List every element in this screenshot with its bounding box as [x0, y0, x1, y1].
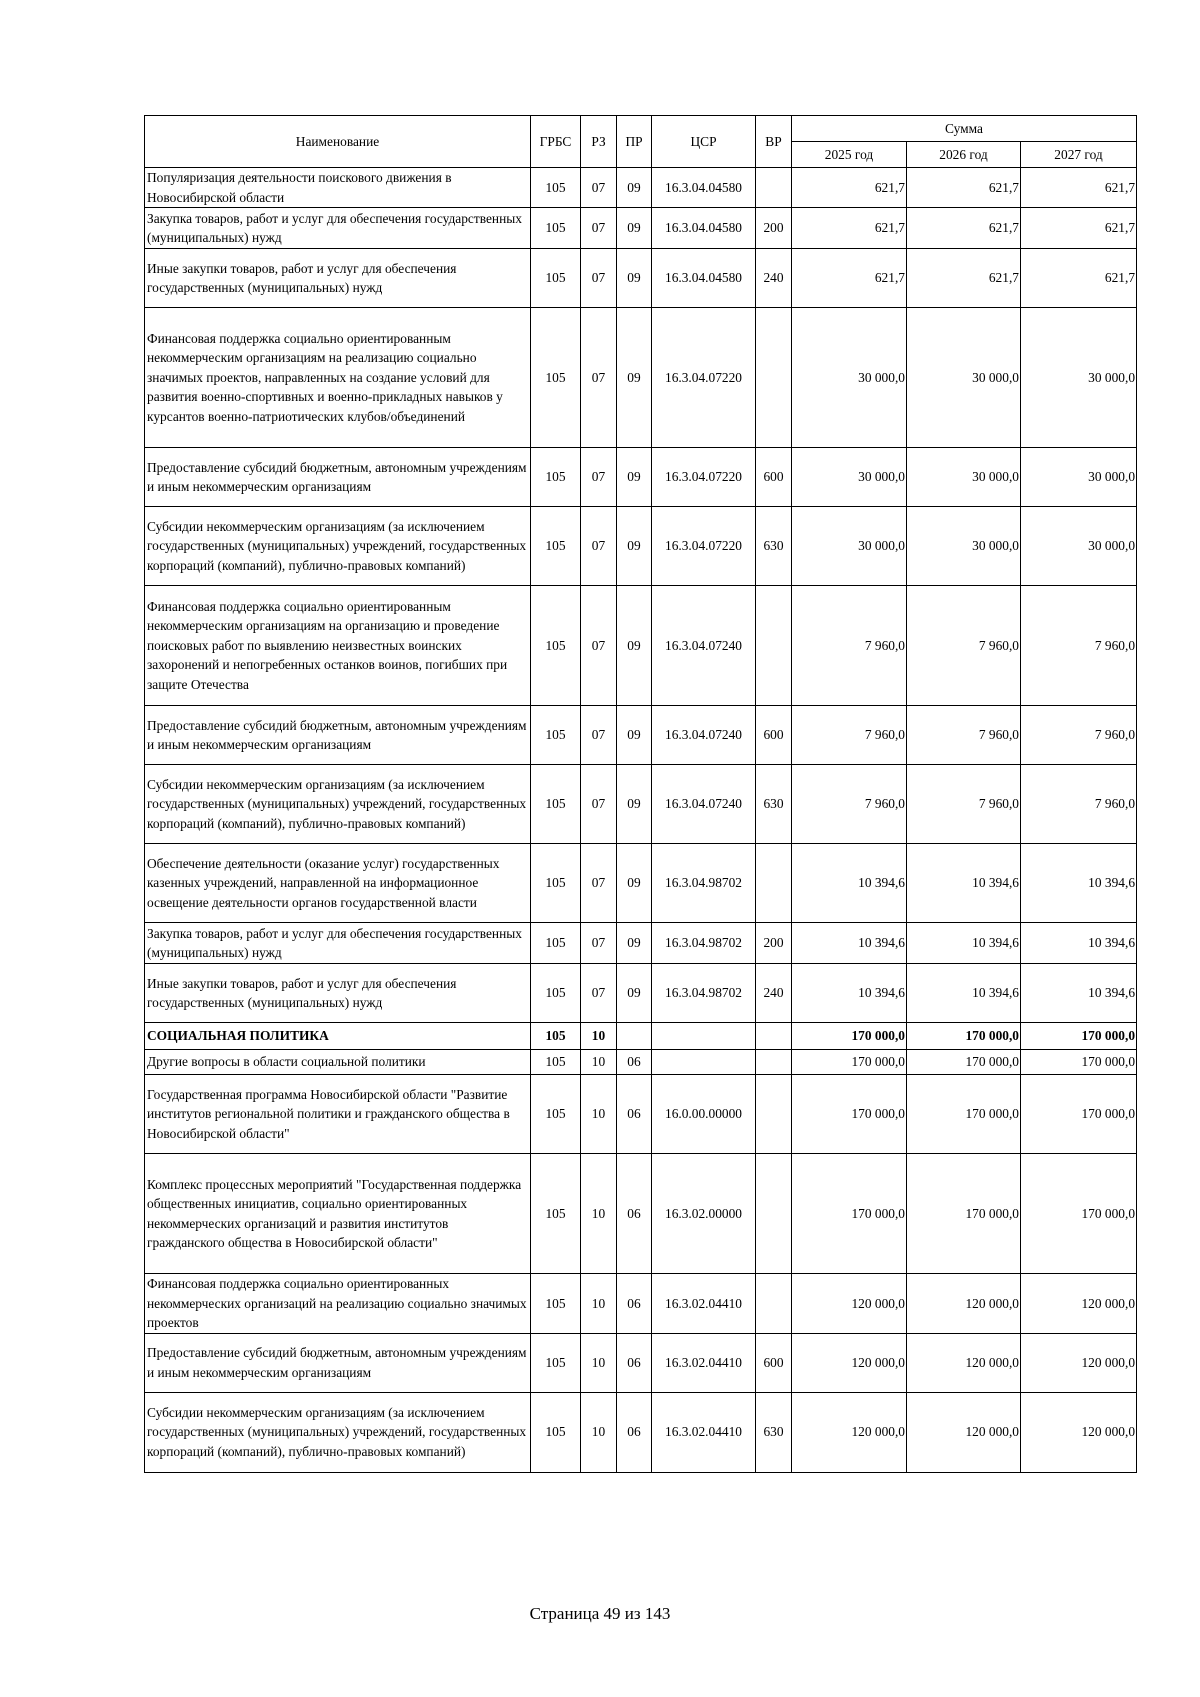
cell-pr: 09	[617, 448, 652, 507]
cell-pr: 06	[617, 1050, 652, 1075]
cell-vr	[756, 1050, 792, 1075]
table-row	[145, 249, 1137, 308]
cell-sum-2026: 170 000,0	[907, 1075, 1021, 1154]
table-row	[145, 308, 1137, 448]
cell-csr: 16.3.02.04410	[652, 1392, 756, 1472]
cell-rz: 10	[581, 1154, 617, 1274]
cell-sum-2027: 7 960,0	[1021, 586, 1137, 706]
cell-csr	[652, 1023, 756, 1050]
cell-csr: 16.3.04.07240	[652, 586, 756, 706]
cell-sum-2027: 30 000,0	[1021, 308, 1137, 448]
cell-sum-2027: 621,7	[1021, 249, 1137, 308]
cell-pr: 09	[617, 964, 652, 1023]
cell-sum-2025: 30 000,0	[792, 308, 907, 448]
cell-grbs: 105	[531, 507, 581, 586]
cell-sum-2025: 10 394,6	[792, 844, 907, 923]
cell-rz: 07	[581, 249, 617, 308]
cell-vr: 630	[756, 507, 792, 586]
cell-rz: 07	[581, 168, 617, 208]
table-body	[145, 168, 1137, 1473]
cell-pr: 09	[617, 923, 652, 964]
cell-name: Государственная программа Новосибирской области "Развитие институтов региональной политики и гражданского общества в Новосибирской области"	[145, 1075, 531, 1154]
cell-name: Закупка товаров, работ и услуг для обеспечения государственных (муниципальных) нужд	[145, 923, 531, 964]
table-row	[145, 507, 1137, 586]
cell-csr: 16.3.04.04580	[652, 168, 756, 208]
table-row	[145, 168, 1137, 208]
cell-rz: 07	[581, 208, 617, 249]
cell-name: Предоставление субсидий бюджетным, автономным учреждениям и иным некоммерческим организациям	[145, 448, 531, 507]
table-header	[145, 116, 1137, 168]
cell-pr: 09	[617, 249, 652, 308]
cell-grbs: 105	[531, 1075, 581, 1154]
cell-name: Иные закупки товаров, работ и услуг для обеспечения государственных (муниципальных) нужд	[145, 249, 531, 308]
cell-rz: 07	[581, 706, 617, 765]
cell-grbs: 105	[531, 448, 581, 507]
cell-name: Финансовая поддержка социально ориентированным некоммерческим организациям на реализацию социально значимых проектов, направленных на создание условий для развития военно-спортивных и военно-прикладных навыков у курсантов военно-патриотических клубов/объединений	[145, 308, 531, 448]
cell-vr: 200	[756, 923, 792, 964]
header-pr: ПР	[617, 116, 652, 168]
cell-csr: 16.3.02.04410	[652, 1274, 756, 1334]
cell-sum-2026: 621,7	[907, 208, 1021, 249]
cell-rz: 07	[581, 923, 617, 964]
cell-csr: 16.3.04.07220	[652, 507, 756, 586]
cell-grbs: 105	[531, 1392, 581, 1472]
cell-grbs: 105	[531, 249, 581, 308]
cell-grbs: 105	[531, 923, 581, 964]
cell-sum-2025: 10 394,6	[792, 964, 907, 1023]
cell-grbs: 105	[531, 1154, 581, 1274]
cell-sum-2025: 170 000,0	[792, 1154, 907, 1274]
cell-vr: 630	[756, 765, 792, 844]
cell-csr: 16.3.04.04580	[652, 249, 756, 308]
cell-pr: 09	[617, 706, 652, 765]
cell-sum-2027: 170 000,0	[1021, 1023, 1137, 1050]
table-row	[145, 844, 1137, 923]
cell-name: Субсидии некоммерческим организациям (за исключением государственных (муниципальных) учреждений, государственных корпораций (компаний), публично-правовых компаний)	[145, 507, 531, 586]
cell-sum-2026: 30 000,0	[907, 448, 1021, 507]
cell-rz: 07	[581, 507, 617, 586]
cell-sum-2026: 30 000,0	[907, 308, 1021, 448]
cell-name: Предоставление субсидий бюджетным, автономным учреждениям и иным некоммерческим организациям	[145, 1333, 531, 1392]
header-year-2026: 2026 год	[907, 142, 1021, 168]
table-row	[145, 923, 1137, 964]
cell-sum-2027: 120 000,0	[1021, 1392, 1137, 1472]
table-row	[145, 1023, 1137, 1050]
cell-sum-2026: 120 000,0	[907, 1333, 1021, 1392]
cell-sum-2027: 7 960,0	[1021, 706, 1137, 765]
cell-sum-2025: 7 960,0	[792, 586, 907, 706]
cell-grbs: 105	[531, 308, 581, 448]
cell-sum-2025: 10 394,6	[792, 923, 907, 964]
cell-vr: 600	[756, 1333, 792, 1392]
cell-rz: 07	[581, 308, 617, 448]
cell-vr	[756, 1023, 792, 1050]
cell-vr	[756, 168, 792, 208]
cell-sum-2026: 170 000,0	[907, 1050, 1021, 1075]
table-row	[145, 586, 1137, 706]
cell-rz: 10	[581, 1333, 617, 1392]
cell-grbs: 105	[531, 1274, 581, 1334]
header-grbs: ГРБС	[531, 116, 581, 168]
table-row	[145, 1050, 1137, 1075]
page-number: Страница 49 из 143	[529, 1604, 671, 1623]
cell-sum-2026: 7 960,0	[907, 706, 1021, 765]
cell-sum-2027: 30 000,0	[1021, 448, 1137, 507]
cell-sum-2027: 170 000,0	[1021, 1050, 1137, 1075]
cell-sum-2027: 170 000,0	[1021, 1154, 1137, 1274]
cell-vr	[756, 1075, 792, 1154]
cell-csr: 16.3.04.07220	[652, 448, 756, 507]
cell-sum-2025: 621,7	[792, 208, 907, 249]
header-sum: Сумма	[792, 116, 1137, 142]
cell-grbs: 105	[531, 1050, 581, 1075]
table-row	[145, 964, 1137, 1023]
cell-vr	[756, 586, 792, 706]
cell-vr: 600	[756, 448, 792, 507]
cell-rz: 10	[581, 1274, 617, 1334]
table-row	[145, 706, 1137, 765]
cell-pr: 09	[617, 765, 652, 844]
cell-sum-2027: 621,7	[1021, 208, 1137, 249]
cell-pr: 06	[617, 1075, 652, 1154]
cell-name: Финансовая поддержка социально ориентированным некоммерческим организациям на организацию и проведение поисковых работ по выявлению неизвестных воинских захоронений и непогребенных останков воинов, погибших при защите Отечества	[145, 586, 531, 706]
cell-pr: 06	[617, 1154, 652, 1274]
cell-name: СОЦИАЛЬНАЯ ПОЛИТИКА	[145, 1023, 531, 1050]
cell-pr: 09	[617, 507, 652, 586]
cell-vr	[756, 308, 792, 448]
cell-grbs: 105	[531, 1023, 581, 1050]
table-row	[145, 1333, 1137, 1392]
cell-rz: 10	[581, 1050, 617, 1075]
cell-pr: 09	[617, 168, 652, 208]
cell-sum-2026: 7 960,0	[907, 765, 1021, 844]
cell-vr	[756, 1154, 792, 1274]
cell-csr: 16.3.02.00000	[652, 1154, 756, 1274]
cell-sum-2027: 7 960,0	[1021, 765, 1137, 844]
table-row	[145, 1392, 1137, 1472]
cell-name: Популяризация деятельности поискового движения в Новосибирской области	[145, 168, 531, 208]
cell-vr: 240	[756, 964, 792, 1023]
cell-sum-2026: 10 394,6	[907, 923, 1021, 964]
cell-grbs: 105	[531, 168, 581, 208]
cell-vr: 600	[756, 706, 792, 765]
cell-vr	[756, 844, 792, 923]
cell-sum-2025: 120 000,0	[792, 1274, 907, 1334]
cell-sum-2027: 120 000,0	[1021, 1333, 1137, 1392]
cell-pr: 09	[617, 308, 652, 448]
cell-rz: 07	[581, 448, 617, 507]
table-row	[145, 208, 1137, 249]
cell-sum-2025: 7 960,0	[792, 706, 907, 765]
cell-name: Обеспечение деятельности (оказание услуг) государственных казенных учреждений, направленной на информационное освещение деятельности органов государственной власти	[145, 844, 531, 923]
cell-pr: 06	[617, 1392, 652, 1472]
cell-sum-2026: 30 000,0	[907, 507, 1021, 586]
cell-sum-2026: 170 000,0	[907, 1154, 1021, 1274]
budget-table	[144, 115, 1137, 1473]
cell-sum-2026: 7 960,0	[907, 586, 1021, 706]
cell-grbs: 105	[531, 765, 581, 844]
cell-sum-2027: 621,7	[1021, 168, 1137, 208]
cell-csr: 16.3.02.04410	[652, 1333, 756, 1392]
cell-csr	[652, 1050, 756, 1075]
cell-name: Предоставление субсидий бюджетным, автономным учреждениям и иным некоммерческим организациям	[145, 706, 531, 765]
cell-rz: 10	[581, 1392, 617, 1472]
header-rz: РЗ	[581, 116, 617, 168]
cell-grbs: 105	[531, 586, 581, 706]
cell-name: Иные закупки товаров, работ и услуг для обеспечения государственных (муниципальных) нужд	[145, 964, 531, 1023]
table-row	[145, 1075, 1137, 1154]
cell-csr: 16.3.04.07240	[652, 706, 756, 765]
cell-pr: 09	[617, 208, 652, 249]
cell-sum-2027: 30 000,0	[1021, 507, 1137, 586]
cell-sum-2026: 621,7	[907, 168, 1021, 208]
cell-csr: 16.0.00.00000	[652, 1075, 756, 1154]
cell-grbs: 105	[531, 964, 581, 1023]
cell-sum-2027: 10 394,6	[1021, 844, 1137, 923]
header-vr: ВР	[756, 116, 792, 168]
cell-vr	[756, 1274, 792, 1334]
header-name: Наименование	[145, 116, 531, 168]
table-row	[145, 1154, 1137, 1274]
cell-rz: 07	[581, 844, 617, 923]
table-row	[145, 448, 1137, 507]
cell-sum-2025: 7 960,0	[792, 765, 907, 844]
cell-sum-2025: 170 000,0	[792, 1075, 907, 1154]
cell-grbs: 105	[531, 1333, 581, 1392]
cell-sum-2027: 10 394,6	[1021, 923, 1137, 964]
cell-csr: 16.3.04.07240	[652, 765, 756, 844]
cell-grbs: 105	[531, 208, 581, 249]
cell-sum-2025: 621,7	[792, 168, 907, 208]
cell-name: Субсидии некоммерческим организациям (за исключением государственных (муниципальных) учреждений, государственных корпораций (компаний), публично-правовых компаний)	[145, 765, 531, 844]
cell-rz: 07	[581, 964, 617, 1023]
cell-csr: 16.3.04.98702	[652, 923, 756, 964]
cell-sum-2025: 170 000,0	[792, 1050, 907, 1075]
cell-sum-2025: 621,7	[792, 249, 907, 308]
header-year-2025: 2025 год	[792, 142, 907, 168]
table-row	[145, 765, 1137, 844]
header-year-2027: 2027 год	[1021, 142, 1137, 168]
cell-sum-2027: 120 000,0	[1021, 1274, 1137, 1334]
cell-vr: 200	[756, 208, 792, 249]
cell-sum-2027: 170 000,0	[1021, 1075, 1137, 1154]
cell-csr: 16.3.04.98702	[652, 844, 756, 923]
cell-vr: 240	[756, 249, 792, 308]
header-csr: ЦСР	[652, 116, 756, 168]
cell-sum-2025: 120 000,0	[792, 1333, 907, 1392]
cell-rz: 10	[581, 1023, 617, 1050]
cell-name: Закупка товаров, работ и услуг для обеспечения государственных (муниципальных) нужд	[145, 208, 531, 249]
cell-sum-2026: 621,7	[907, 249, 1021, 308]
cell-csr: 16.3.04.04580	[652, 208, 756, 249]
cell-pr: 09	[617, 586, 652, 706]
cell-sum-2026: 120 000,0	[907, 1392, 1021, 1472]
cell-pr	[617, 1023, 652, 1050]
cell-sum-2025: 120 000,0	[792, 1392, 907, 1472]
cell-csr: 16.3.04.98702	[652, 964, 756, 1023]
cell-pr: 09	[617, 844, 652, 923]
cell-sum-2026: 10 394,6	[907, 844, 1021, 923]
cell-sum-2026: 10 394,6	[907, 964, 1021, 1023]
cell-rz: 07	[581, 765, 617, 844]
cell-grbs: 105	[531, 706, 581, 765]
cell-rz: 10	[581, 1075, 617, 1154]
cell-csr: 16.3.04.07220	[652, 308, 756, 448]
cell-name: Финансовая поддержка социально ориентированных некоммерческих организаций на реализацию социально значимых проектов	[145, 1274, 531, 1334]
cell-name: Субсидии некоммерческим организациям (за исключением государственных (муниципальных) учреждений, государственных корпораций (компаний), публично-правовых компаний)	[145, 1392, 531, 1472]
cell-sum-2025: 30 000,0	[792, 448, 907, 507]
cell-sum-2025: 30 000,0	[792, 507, 907, 586]
cell-rz: 07	[581, 586, 617, 706]
cell-sum-2026: 120 000,0	[907, 1274, 1021, 1334]
cell-sum-2027: 10 394,6	[1021, 964, 1137, 1023]
table-row	[145, 1274, 1137, 1334]
cell-grbs: 105	[531, 844, 581, 923]
cell-pr: 06	[617, 1333, 652, 1392]
cell-sum-2025: 170 000,0	[792, 1023, 907, 1050]
cell-name: Комплекс процессных мероприятий "Государственная поддержка общественных инициатив, социально ориентированных некоммерческих организаций и развития институтов гражданского общества в Новосибирской области"	[145, 1154, 531, 1274]
cell-sum-2026: 170 000,0	[907, 1023, 1021, 1050]
cell-vr: 630	[756, 1392, 792, 1472]
cell-pr: 06	[617, 1274, 652, 1334]
cell-name: Другие вопросы в области социальной политики	[145, 1050, 531, 1075]
